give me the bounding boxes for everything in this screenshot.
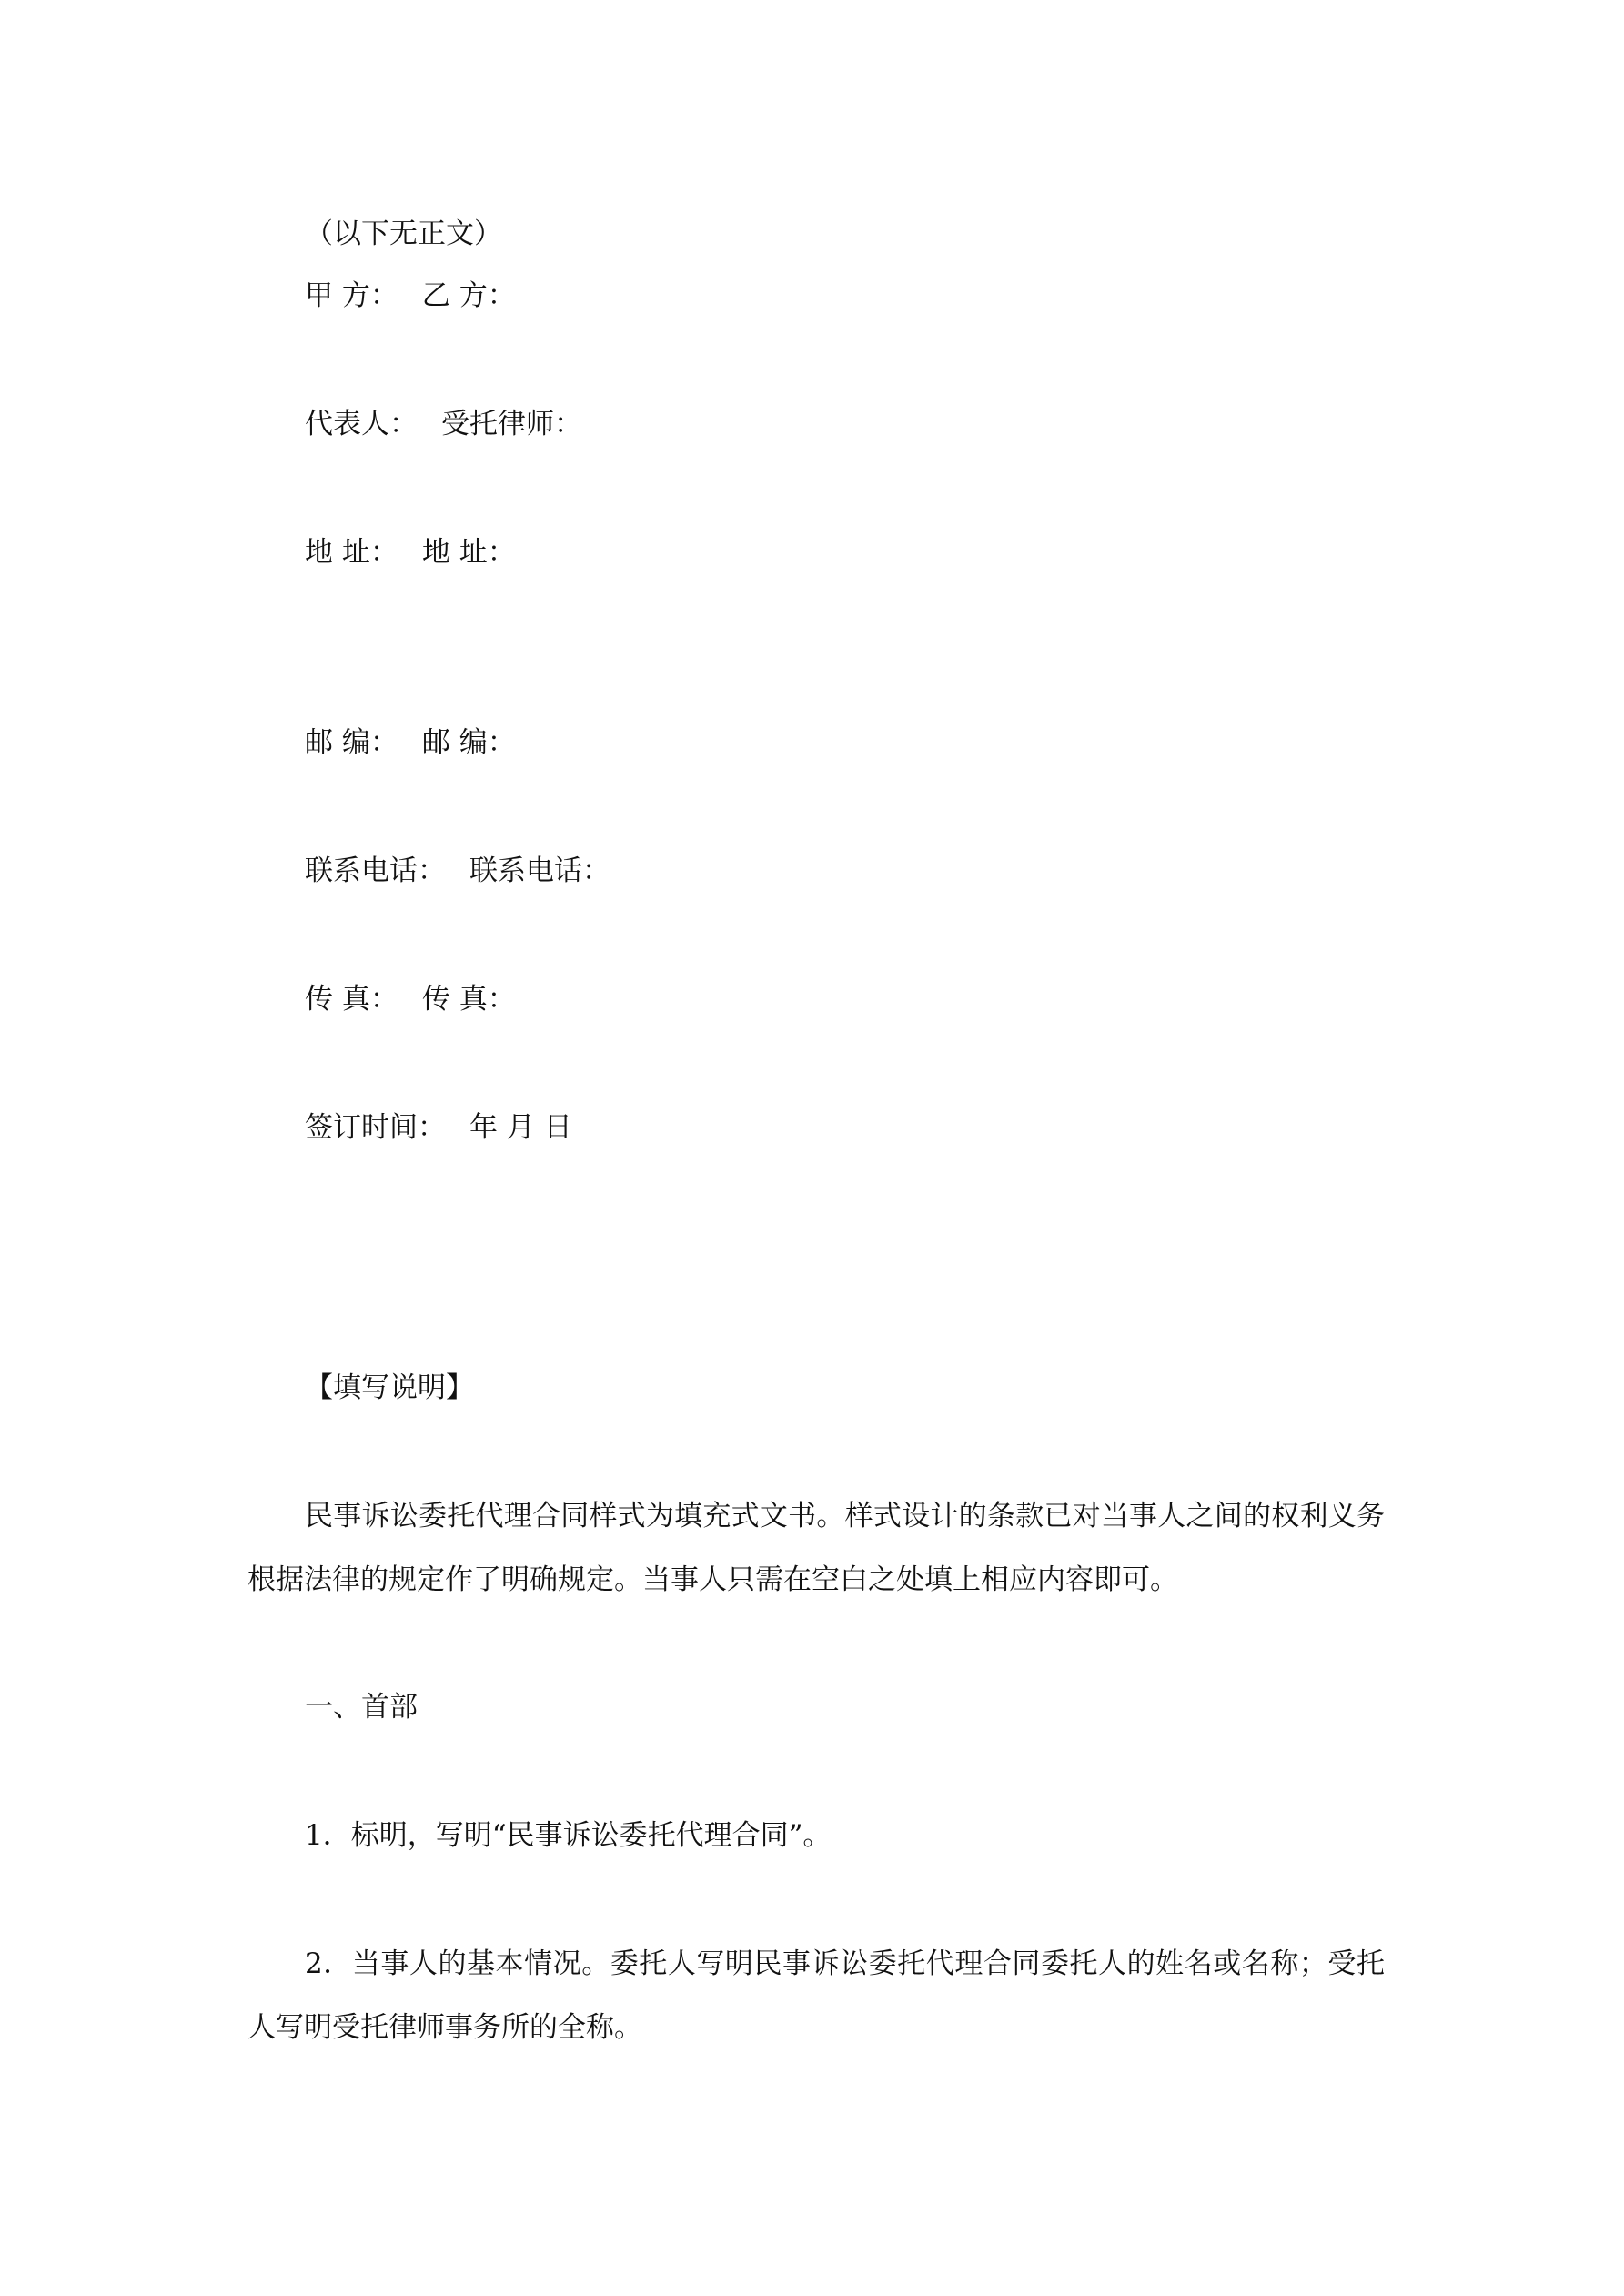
zipcode-b-label: 邮 编： xyxy=(421,726,516,759)
instruction-item-2-line2: 人写明受托律师事务所的全称。 xyxy=(247,2011,642,2044)
instruction-item-2-line1: 2．当事人的基本情况。委托人写明民事诉讼委托代理合同委托人的姓名或名称；受托 xyxy=(305,1947,1385,1980)
zipcode-a-label: 邮 编： xyxy=(305,726,398,759)
phone-line xyxy=(305,853,610,889)
fax-line xyxy=(305,981,516,1017)
instruction-item-1: 1．标明，写明“民事诉讼委托代理合同”。 xyxy=(305,1819,832,1852)
signing-date-blank: 年 月 日 xyxy=(469,1111,572,1144)
party-a-label: 甲 方： xyxy=(305,279,398,312)
signing-time-line xyxy=(305,1109,572,1146)
section-heading-header: 一、首部 xyxy=(305,1691,418,1724)
party-line xyxy=(305,278,516,314)
phone-a-label: 联系电话： xyxy=(305,855,446,887)
instructions-para1-line1: 民事诉讼委托代理合同样式为填充式文书。样式设计的条款已对当事人之间的权利义务 xyxy=(305,1500,1385,1532)
address-line xyxy=(305,534,516,571)
representative-line xyxy=(305,406,582,442)
address-b-label: 地 址： xyxy=(421,536,516,569)
fax-b-label: 传 真： xyxy=(421,983,516,1016)
entrusted-lawyer-label: 受托律师： xyxy=(441,408,582,440)
instructions-para1-line2: 根据法律的规定作了明确规定。当事人只需在空白之处填上相应内容即可。 xyxy=(247,1563,1178,1596)
instructions-heading: 【填写说明】 xyxy=(305,1371,474,1404)
zipcode-line xyxy=(305,724,516,761)
signing-time-label: 签订时间： xyxy=(305,1111,446,1144)
no-more-text-note: （以下无正文） xyxy=(305,217,502,250)
party-b-label: 乙 方： xyxy=(421,279,516,312)
phone-b-label: 联系电话： xyxy=(469,855,610,887)
representative-label: 代表人： xyxy=(305,408,418,440)
address-a-label: 地 址： xyxy=(305,536,398,569)
fax-a-label: 传 真： xyxy=(305,983,398,1016)
